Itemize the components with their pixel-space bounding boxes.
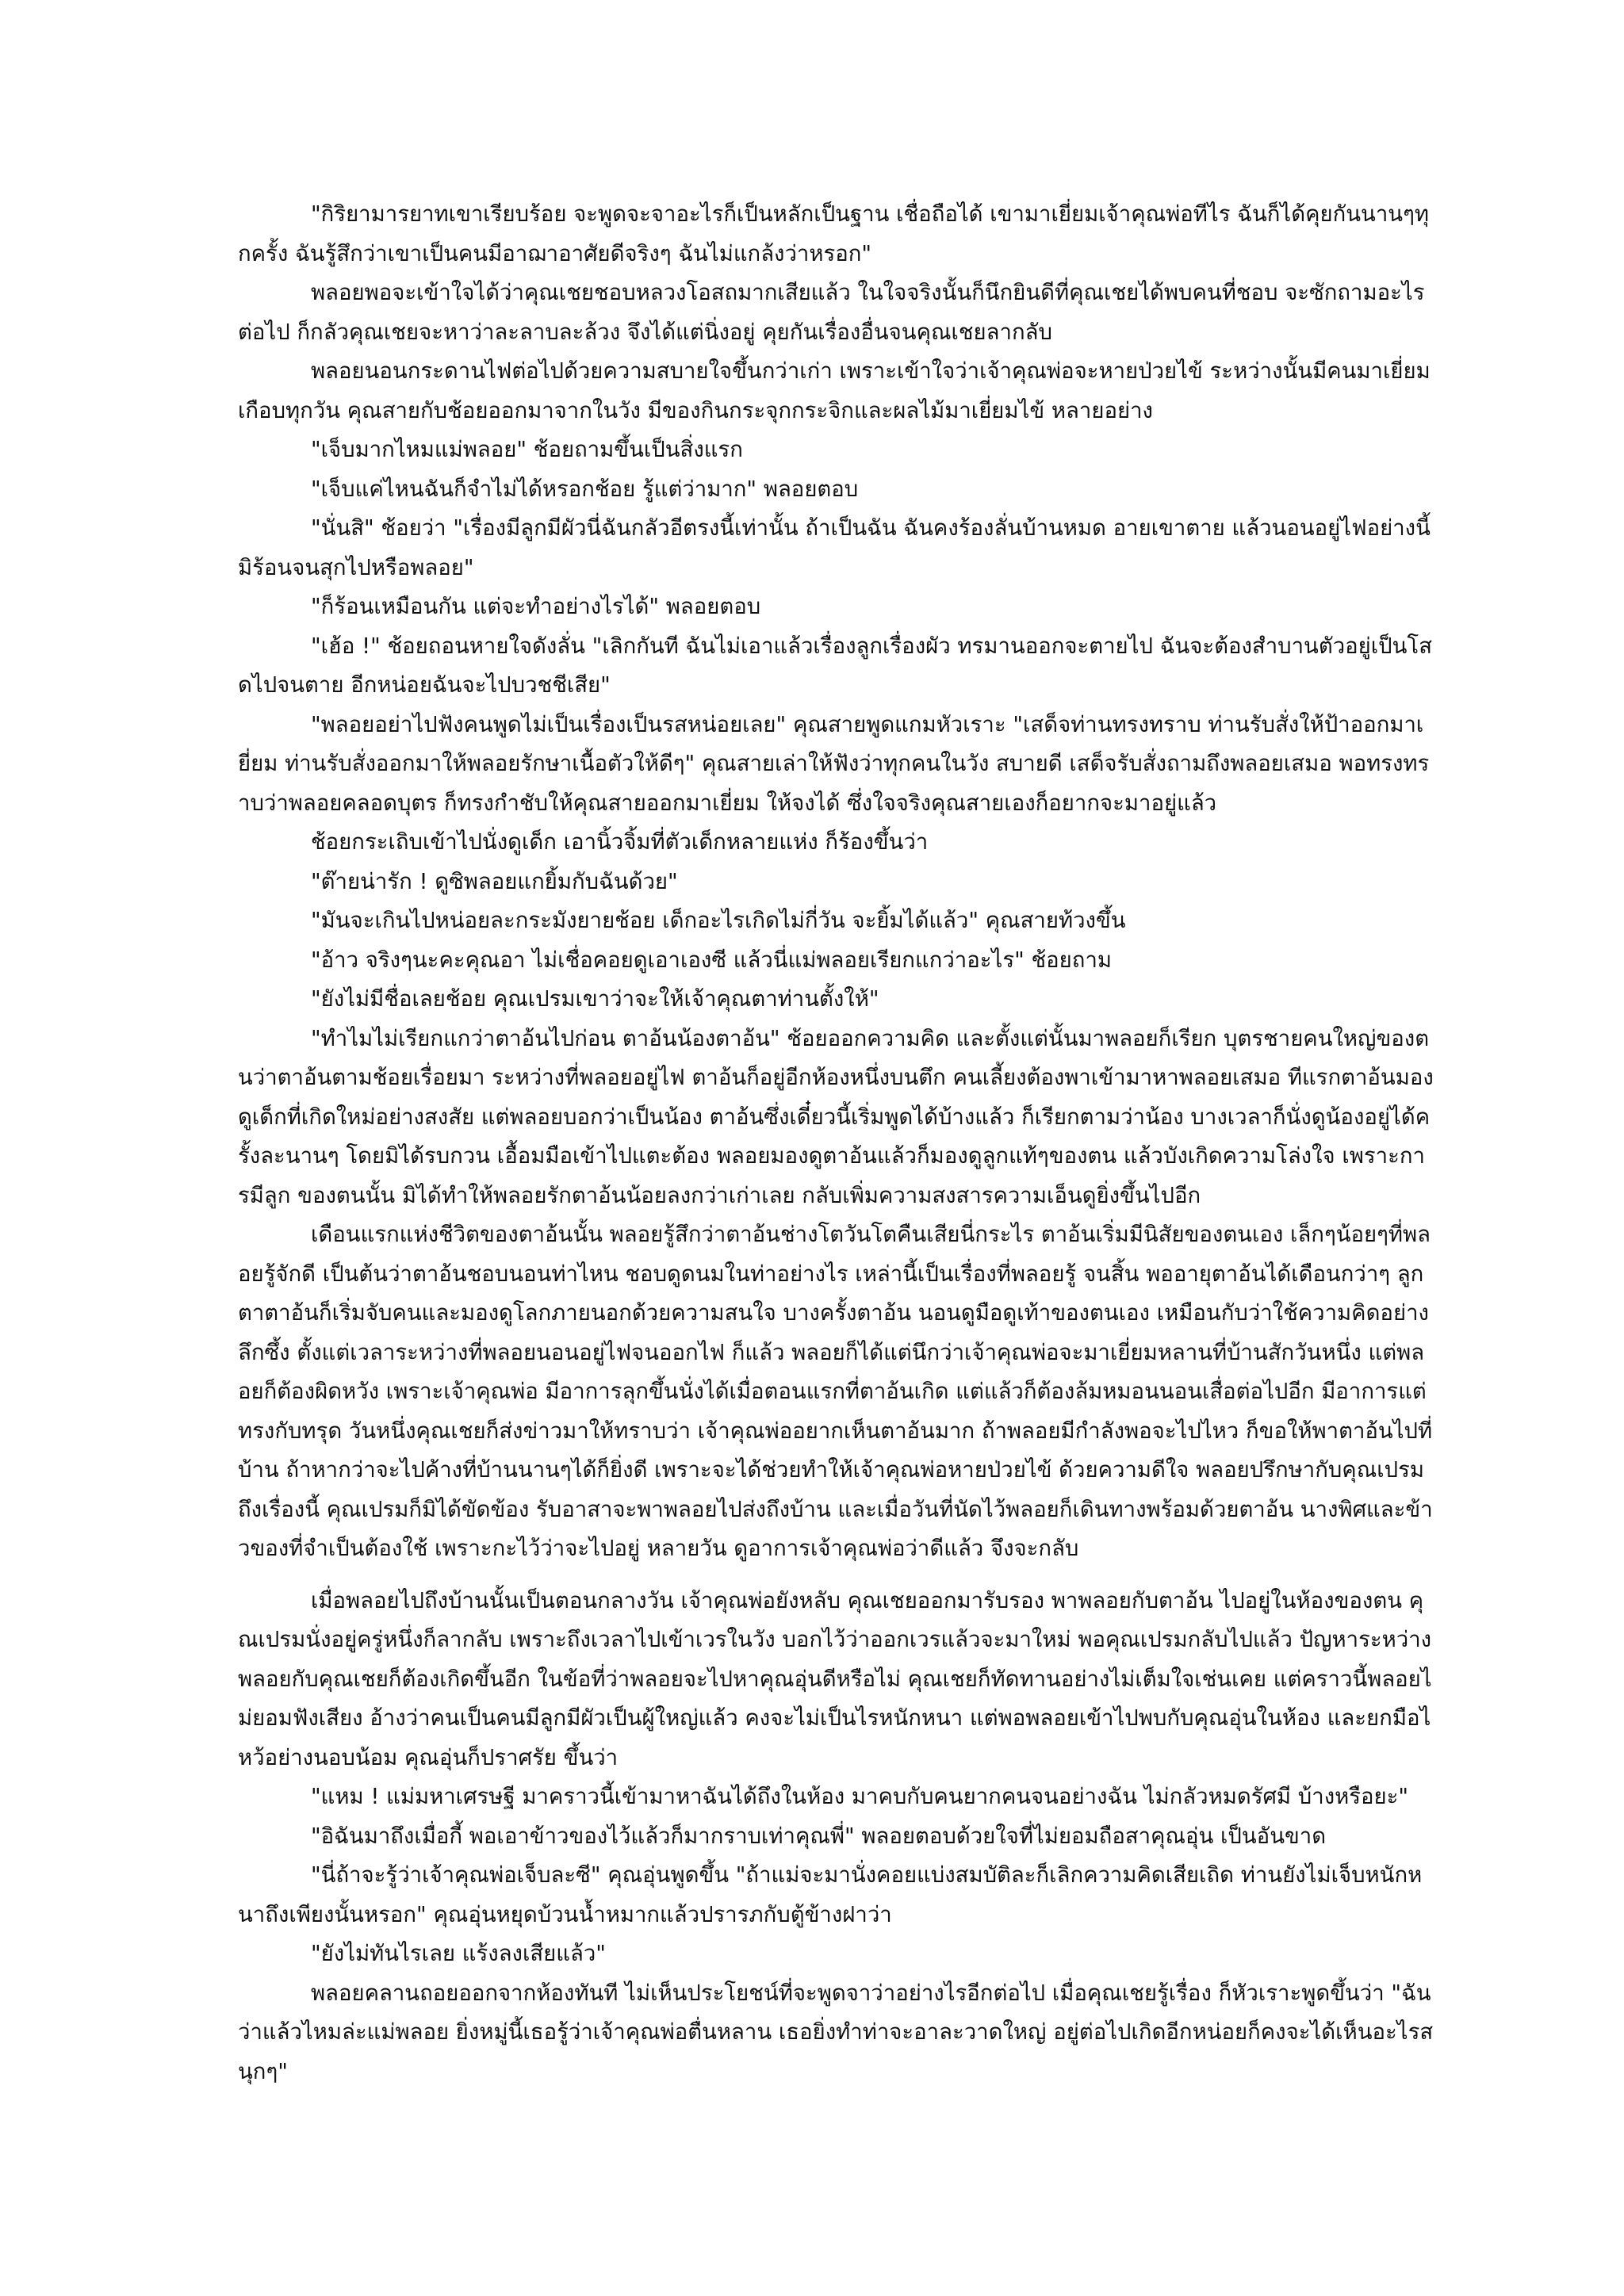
paragraph-5: "เจ็บแค่ไหนฉันก็จำไม่ได้หรอกช้อย รู้แต่ว่ามาก" พลอยตอบ (311, 476, 859, 502)
paragraph-4: "เจ็บมากไหมแม่พลอย" ช้อยถามขึ้นเป็นสิ่งแรก (311, 437, 743, 462)
paragraph-20: "นี่ถ้าจะรู้ว่าเจ้าคุณพ่อเจ็บละซี" คุณอุ่นพูดขึ้น "ถ้าแม่จะมานั่งคอยแบ่งสมบัติละก็เลิกความคิดเสียเถิด ท่านยังไม่เจ็บหนักหนาถึงเพียงนั้นหรอก" คุณอุ่นหยุดบ้วนน้ำหมากแล้วปรารภกับตู้ข้างฝาว่า (238, 1862, 1423, 1927)
paragraph-13: "อ้าว จริงๆนะคะคุณอา ไม่เชื่อคอยดูเอาเองซี แล้วนี่แม่พลอยเรียกแกว่าอะไร" ช้อยถาม (311, 947, 1113, 973)
paragraph-8: "เฮ้อ !" ช้อยถอนหายใจดังลั่น "เลิกกันที ฉันไม่เอาแล้วเรื่องลูกเรื่องผัว ทรมานออกจะตายไป ฉันจะต้องสำบานตัวอยู่เป็นโสดไปจนตาย อีกหน่อยฉันจะไปบวชชีเสีย" (238, 633, 1432, 698)
paragraph-17: เมื่อพลอยไปถึงบ้านนั้นเป็นตอนกลางวัน เจ้าคุณพ่อยังหลับ คุณเชยออกมารับรอง พาพลอยกับตาอ้น ไปอยู่ในห้องของตน คุณเปรมนั่งอยู่ครู่หนึ่งก็ลากลับ เพราะถึงเวลาไปเข้าเวรในวัง บอกไว้ว่าออกเวรแล้วจะมาใหม่ พอคุณเปรมกลับไปแล้ว ปัญหาระหว่างพลอยกับคุณเชยก็ต้องเกิดขึ้นอีก ในข้อที่ว่าพลอยจะไปหาคุณอุ่นดีหรือไม่ คุณเชยก็ทัดทานอย่างไม่เต็มใจเช่นเคย แต่คราวนี้พลอยไม่ยอมฟังเสียง อ้างว่าคนเป็นคนมีลูกมีผัวเป็นผู้ใหญ่แล้ว คงจะไม่เป็นไรหนักหนา แต่พอพลอยเข้าไปพบกับคุณอุ่นในห้อง และยกมือไหว้อย่างนอบน้อม คุณอุ่นก็ปราศรัย ขึ้นว่า (238, 1587, 1432, 1770)
paragraph-10: ช้อยกระเถิบเข้าไปนั่งดูเด็ก เอานิ้วจิ้มที่ตัวเด็กหลายแห่ง ก็ร้องขึ้นว่า (311, 829, 929, 855)
paragraph-21: "ยังไม่ทันไรเลย แร้งลงเสียแล้ว" (311, 1941, 606, 1966)
paragraph-7: "ก็ร้อนเหมือนกัน แต่จะทำอย่างไรได้" พลอยตอบ (311, 594, 761, 619)
paragraph-22: พลอยคลานถอยออกจากห้องทันที ไม่เห็นประโยชน์ที่จะพูดจาว่าอย่างไรอีกต่อไป เมื่อคุณเชยรู้เรื่อง ก็หัวเราะพูดขึ้นว่า "ฉันว่าแล้วไหมล่ะแม่พลอย ยิ่งหมู่นี้เธอรู้ว่าเจ้าคุณพ่อตื่นหลาน เธอยิ่งทำท่าจะอาละวาดใหญ่ อยู่ต่อไปเกิดอีกหน่อยก็คงจะได้เห็นอะไรสนุกๆ" (238, 1980, 1434, 2084)
paragraph-19: "อิฉันมาถึงเมื่อกี้ พอเอาข้าวของไว้แล้วก็มากราบเท่าคุณพี่" พลอยตอบด้วยใจที่ไม่ยอมถือสาคุณอุ่น เป็นอันขาด (311, 1823, 1327, 1849)
paragraph-9: "พลอยอย่าไปฟังคนพูดไม่เป็นเรื่องเป็นรสหน่อยเลย" คุณสายพูดแกมหัวเราะ "เสด็จท่านทรงทราบ ท่านรับสั่งให้ป้าออกมาเยี่ยม ท่านรับสั่งออกมาให้พลอยรักษาเนื้อตัวให้ดีๆ" คุณสายเล่าให้ฟังว่าทุกคนในวัง สบายดี เสด็จรับสั่งถามถึงพลอยเสมอ พอทรงทราบว่าพลอยคลอดบุตร ก็ทรงกำชับให้คุณสายออกมาเยี่ยม ให้จงได้ ซึ่งใจจริงคุณสายเองก็อยากจะมาอยู่แล้ว (238, 711, 1430, 816)
paragraph-16: เดือนแรกแห่งชีวิตของตาอ้นนั้น พลอยรู้สึกว่าตาอ้นช่างโตวันโตคืนเสียนี่กระไร ตาอ้นเริ่มมีนิสัยของตนเอง เล็กๆน้อยๆที่พลอยรู้จักดี เป็นต้นว่าตาอ้นชอบนอนท่าไหน ชอบดูดนมในท่าอย่างไร เหล่านี้เป็นเรื่องที่พลอยรู้ จนสิ้น พออายุตาอ้นได้เดือนกว่าๆ ลูกตาตาอ้นก็เริ่มจับคนและมองดูโลกภายนอกด้วยความสนใจ บางครั้งตาอ้น นอนดูมือดูเท้าของตนเอง เหมือนกับว่าใช้ความคิดอย่างลึกซึ้ง ตั้งแต่เวลาระหว่างที่พลอยนอนอยู่ไฟจนออกไฟ ก็แล้ว พลอยก็ได้แต่นึกว่าเจ้าคุณพ่อจะมาเยี่ยมหลานที่บ้านสักวันหนึ่ง แต่พลอยก็ต้องผิดหวัง เพราะเจ้าคุณพ่อ มีอาการลุกขึ้นนั่งได้เมื่อตอนแรกที่ตาอ้นเกิด แต่แล้วก็ต้องล้มหมอนนอนเสื่อต่อไปอีก มีอาการแต่ทรงกับทรุด วันหนึ่งคุณเชยก็ส่งข่าวมาให้ทราบว่า เจ้าคุณพ่ออยากเห็นตาอ้นมาก ถ้าพลอยมีกำลังพอจะไปไหว ก็ขอให้พาตาอ้นไปที่บ้าน ถ้าหากว่าจะไปค้างที่บ้านนานๆได้ก็ยิ่งดี เพราะจะได้ช่วยทำให้เจ้าคุณพ่อหายป่วยไข้ ด้วยความดีใจ พลอยปรึกษากับคุณเปรมถึงเรื่องนี้ คุณเปรมก็มิได้ขัดข้อง รับอาสาจะพาพลอยไปส่งถึงบ้าน และเมื่อวันที่นัดไว้พลอยก็เดินทางพร้อมด้วยตาอ้น นางพิศและข้าวของที่จำเป็นต้องใช้ เพราะกะไว้ว่าจะไปอยู่ หลายวัน ดูอาการเจ้าคุณพ่อว่าดีแล้ว จึงจะกลับ (238, 1222, 1433, 1561)
document-body (238, 195, 1435, 2091)
paragraph-3: พลอยนอนกระดานไฟต่อไปด้วยความสบายใจขึ้นกว่าเก่า เพราะเข้าใจว่าเจ้าคุณพ่อจะหายป่วยไข้ ระหว่างนั้นมีคนมาเยี่ยมเกือบทุกวัน คุณสายกับช้อยออกมาจากในวัง มีของกินกระจุกกระจิกและผลไม้มาเยี่ยมไข้ หลายอย่าง (238, 358, 1431, 423)
paragraph-1: "กิริยามารยาทเขาเรียบร้อย จะพูดจะจาอะไรก็เป็นหลักเป็นฐาน เชื่อถือได้ เขามาเยี่ยมเจ้าคุณพ่อทีไร ฉันก็ได้คุยกันนานๆทุกครั้ง ฉันรู้สึกว่าเขาเป็นคนมีอาฌาอาศัยดีจริงๆ ฉันไม่แกล้งว่าหรอก" (238, 201, 1429, 266)
paragraph-6: "นั่นสิ" ช้อยว่า "เรื่องมีลูกมีผัวนี่ฉันกลัวอีตรงนี้เท่านั้น ถ้าเป็นฉัน ฉันคงร้องลั่นบ้านหมด อายเขาตาย แล้วนอนอยู่ไฟอย่างนี้ มิร้อนจนสุกไปหรือพลอย" (238, 515, 1431, 580)
paragraph-15: "ทำไมไม่เรียกแกว่าตาอ้นไปก่อน ตาอ้นน้องตาอ้น" ช้อยออกความคิด และตั้งแต่นั้นมาพลอยก็เรียก บุตรชายคนใหญ่ของตนว่าตาอ้นตามช้อยเรื่อยมา ระหว่างที่พลอยอยู่ไฟ ตาอ้นก็อยู่อีกห้องหนึ่งบนตึก คนเลี้ยงต้องพาเข้ามาหาพลอยเสมอ ทีแรกตาอ้นมองดูเด็กที่เกิดใหม่อย่างสงสัย แต่พลอยบอกว่าเป็นน้อง ตาอ้นซึ่งเดี๋ยวนี้เริ่มพูดได้บ้างแล้ว ก็เรียกตามว่าน้อง บางเวลาก็นั่งดูน้องอยู่ได้ครั้งละนานๆ โดยมิได้รบกวน เอื้อมมือเข้าไปแตะต้อง พลอยมองดูตาอ้นแล้วก็มองดูลูกแท้ๆของตน แล้วบังเกิดความโล่งใจ เพราะการมีลูก ของตนนั้น มิได้ทำให้พลอยรักตาอ้นน้อยลงกว่าเก่าเลย กลับเพิ่มความสงสารความเอ็นดูยิ่งขึ้นไปอีก (238, 1025, 1434, 1208)
paragraph-12: "มันจะเกินไปหน่อยละกระมังยายช้อย เด็กอะไรเกิดไม่กี่วัน จะยิ้มได้แล้ว" คุณสายท้วงขึ้น (311, 908, 1126, 933)
paragraph-14: "ยังไม่มีชื่อเลยช้อย คุณเปรมเขาว่าจะให้เจ้าคุณตาท่านตั้งให้" (311, 986, 879, 1012)
paragraph-18: "แหม ! แม่มหาเศรษฐี มาคราวนี้เข้ามาหาฉันได้ถึงในห้อง มาคบกับคนยากคนจนอย่างฉัน ไม่กลัวหมดรัศมี บ้างหรือยะ" (311, 1784, 1409, 1809)
paragraph-11: "ต๊ายน่ารัก ! ดูซิพลอยแกยิ้มกับฉันด้วย" (311, 868, 678, 894)
paragraph-2: พลอยพอจะเข้าใจได้ว่าคุณเชยชอบหลวงโอสถมากเสียแล้ว ในใจจริงนั้นก็นึกยินดีที่คุณเชยได้พบคนที่ชอบ จะซักถามอะไรต่อไป ก็กลัวคุณเชยจะหาว่าละลาบละล้วง จึงได้แต่นิ่งอยู่ คุยกันเรื่องอื่นจนคุณเชยลากลับ (238, 280, 1425, 345)
